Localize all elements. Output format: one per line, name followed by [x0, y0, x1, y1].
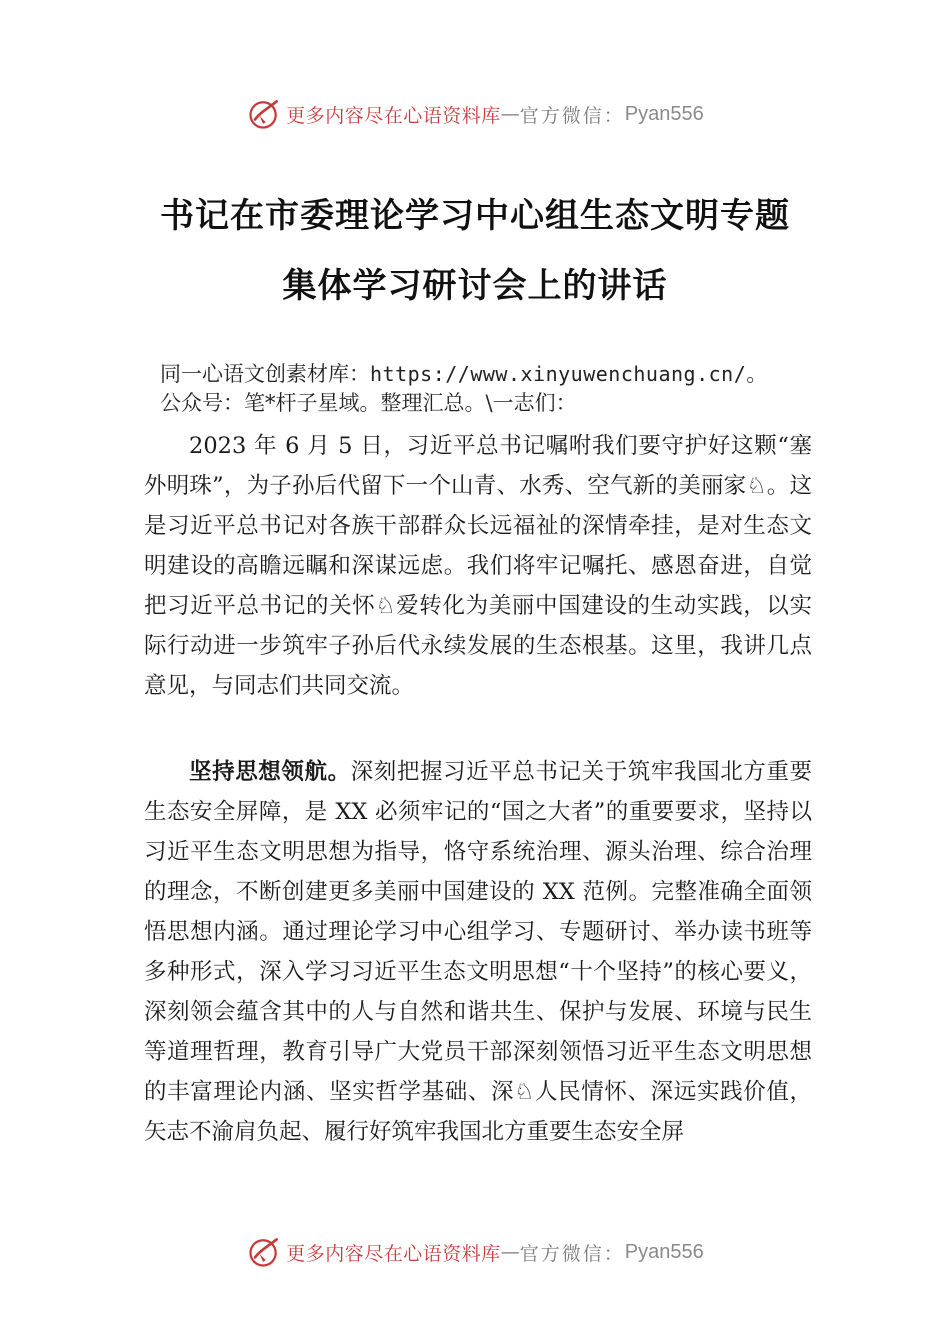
- banner-brand-text: 更多内容尽在心语资料库: [286, 104, 501, 127]
- source-line-2: 公众号：笔*杆子星域。整理汇总。\一志们：: [160, 391, 577, 415]
- source-line-1: [160, 360, 850, 389]
- paragraph-1: 2023 年 6 月 5 日，习近平总书记嘱咐我们要守护好这颗“塞外明珠”，为子孙后代留下一个山青、水秀、空气新的美丽家♘。这是习近平总书记对各族干部群众长远福祉的深情牵挂，是对生态文明建设的高瞻远瞩和深谋远虑。我们将牢记嘱托、感恩奋进，自觉把习近平总书记的关怀♘爱转化为美丽中国建设的生动实践，以实际行动进一步筑牢子孙后代永续发展的生态根基。这里，我讲几点意见，与同志们共同交流。: [144, 433, 812, 699]
- logo-icon: [246, 96, 282, 132]
- document-title-line2: 集体学习研讨会上的讲话: [282, 266, 668, 306]
- banner-wechat-label: 官方微信：: [519, 104, 625, 127]
- banner-brand-text: 更多内容尽在心语资料库: [286, 1242, 501, 1265]
- banner-separator: —: [500, 103, 520, 125]
- header-banner: [0, 94, 950, 134]
- logo-icon: [246, 1234, 282, 1270]
- source-note: [160, 360, 850, 418]
- banner-separator: —: [500, 1241, 520, 1263]
- document-title-line1: 书记在市委理论学习中心组生态文明专题: [160, 196, 790, 236]
- banner-wechat-id: Pyan556: [624, 102, 704, 125]
- paragraph-2-lead: 坚持思想领航。: [189, 759, 351, 785]
- banner-wechat-label: 官方微信：: [519, 1242, 625, 1265]
- source-url: https://www.xinyuwenchuang.cn/: [370, 362, 747, 386]
- paragraph-2-body: 深刻把握习近平总书记关于筑牢我国北方重要生态安全屏障，是 XX 必须牢记的“国之大者”的重要要求，坚持以习近平生态文明思想为指导，恪守系统治理、源头治理、综合治理的理念，不断创建更多美丽中国建设的 XX 范例。完整准确全面领悟思想内涵。通过理论学习中心组学习、专题研讨、举办读书班等多种形式，深入学习习近平生态文明思想“十个坚持”的核心要义，深刻领会蕴含其中的人与自然和谐共生、保护与发展、环境与民生等道理哲理，教育引导广大党员干部深刻领悟习近平生态文明思想的丰富理论内涵、坚实哲学基础、深♘人民情怀、深远实践价值，矢志不渝肩负起、履行好筑牢我国北方重要生态安全屏: [144, 759, 812, 1145]
- banner-wechat-id: Pyan556: [624, 1240, 704, 1263]
- paragraph-2: [144, 752, 812, 1152]
- source-suffix: 。: [746, 362, 768, 386]
- source-prefix: 同一心语文创素材库：: [160, 362, 370, 386]
- footer-banner: [0, 1232, 950, 1272]
